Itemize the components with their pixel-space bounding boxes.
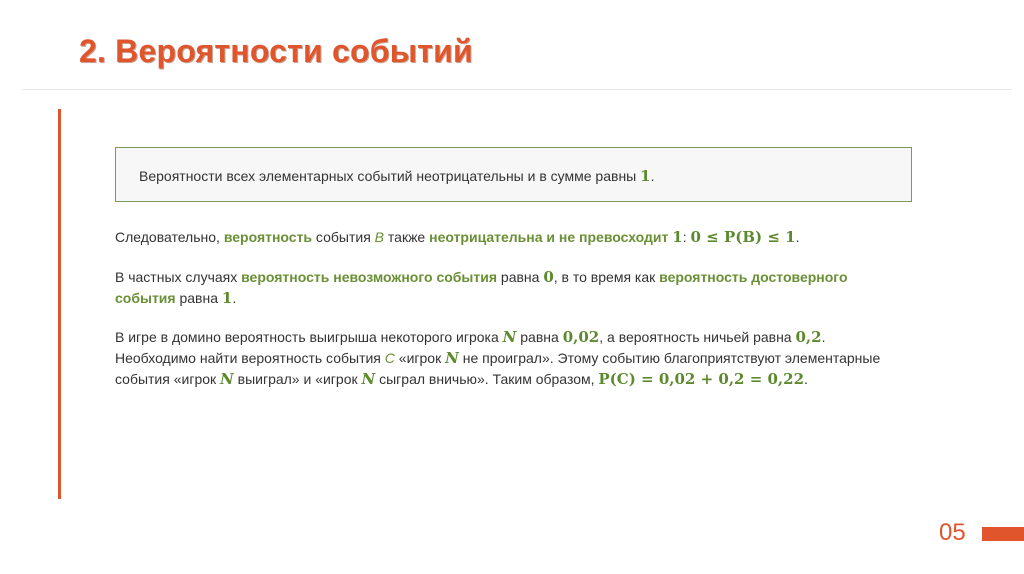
definition-value: 1: [640, 167, 651, 185]
definition-sentence: Вероятности всех элементарных событий неотрицательны и в сумме равны: [139, 168, 641, 184]
paragraph-probability-bounds: [115, 227, 905, 248]
definition-box: [115, 147, 912, 202]
p2-highlight-certain: вероятность достоверного события: [115, 269, 848, 306]
p1-text-1: Следовательно,: [115, 229, 224, 245]
p3-player-n: N: [502, 328, 517, 346]
p1-formula: 0 ≤ P(B) ≤ 1: [690, 228, 796, 246]
p2-text-4: равна: [175, 290, 222, 306]
p3-text-2: равна: [516, 329, 563, 345]
p1-colon: :: [682, 229, 691, 245]
p3-text-8: сыграл вничью». Таким образом,: [375, 371, 599, 387]
p3-player-n: N: [445, 349, 459, 367]
p1-event-variable: B: [374, 229, 385, 245]
definition-end: .: [650, 168, 655, 184]
accent-vertical-bar: [58, 109, 61, 499]
p3-draw-probability: 0,2: [795, 328, 822, 346]
p1-text-2: события: [312, 229, 375, 245]
p3-text-5: «игрок: [394, 350, 446, 366]
page-number-bar: [982, 527, 1024, 541]
p1-highlight-probability: вероятность: [223, 229, 313, 245]
p2-text-2: равна: [497, 269, 544, 285]
p3-end: .: [804, 371, 808, 387]
p3-event-c: C: [384, 350, 395, 366]
p1-highlight-bounds: неотрицательна и не превосходит: [429, 229, 669, 245]
p2-end: .: [232, 290, 237, 306]
title-divider: [22, 89, 1012, 90]
paragraph-special-cases: [115, 267, 905, 309]
definition-text: [139, 167, 654, 185]
p3-player-n: N: [220, 370, 234, 388]
p2-highlight-impossible: вероятность невозможного события: [241, 269, 498, 285]
p3-formula: P(C) = 0,02 + 0,2 = 0,22: [598, 370, 805, 388]
p3-win-probability: 0,02: [562, 328, 600, 346]
p2-one: 1: [221, 289, 233, 307]
p3-text-7: выиграл» и «игрок: [233, 371, 362, 387]
p3-text-1: В игре в домино вероятность выигрыша некоторого игрока: [115, 329, 503, 345]
slide-title: 2. Вероятности событий: [79, 33, 473, 69]
p2-text-3: , в то время как: [553, 269, 660, 285]
p3-text-4: . Необходимо найти вероятность события: [115, 329, 826, 366]
p3-player-n: N: [361, 370, 376, 388]
p3-text-3: , а вероятность ничьей равна: [599, 329, 796, 345]
p1-one: 1: [672, 228, 683, 246]
paragraph-domino-example: [115, 327, 905, 390]
p2-zero: 0: [543, 268, 554, 286]
p1-end: .: [795, 229, 800, 245]
page-number: 05: [939, 519, 966, 546]
p2-text-1: В частных случаях: [115, 269, 242, 285]
p3-text-6: не проиграл». Этому событию благоприятствуют элементарные события «игрок: [115, 350, 881, 387]
p1-text-3: также: [384, 229, 430, 245]
